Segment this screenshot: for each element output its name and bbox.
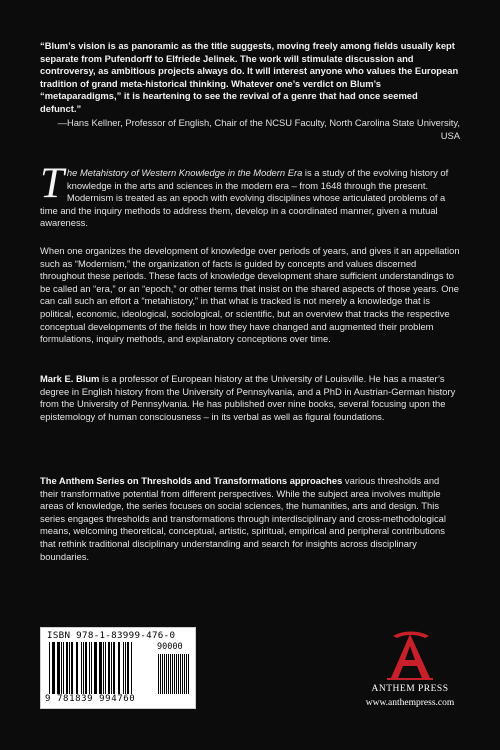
barcode-bar [113, 642, 115, 694]
author-name: Mark E. Blum [40, 373, 100, 384]
isbn-barcode [40, 627, 196, 709]
barcode-bar [61, 642, 62, 694]
addon-barcode-bars [157, 654, 191, 694]
barcode-bar [76, 642, 78, 694]
barcode-bar [170, 654, 171, 694]
barcode-bar [118, 642, 120, 694]
barcode-bar [131, 642, 132, 694]
barcode-bar [105, 642, 106, 694]
barcode-bar [57, 642, 60, 694]
book-title: he Metahistory of Western Knowledge in the Modern Era [66, 167, 303, 178]
review-attribution: —Hans Kellner, Professor of English, Chair of the NCSU Faculty, North Carolina State University, USA [57, 117, 460, 141]
barcode-bar [83, 642, 84, 694]
publisher-block [355, 628, 465, 713]
isbn-label: ISBN 978-1-83999-476-0 [47, 630, 176, 641]
author-bio [40, 373, 460, 423]
review-quote: “Blum’s vision is as panoramic as the title suggests, moving freely among fields usually kept separate from Pufendorff to Elfriede Jelinek. The work will stimulate discussion and controversy, as ambitious projects always do. It will interest anyone who values the European tradition of grand meta-historical thinking. Whatever one’s verdict on Blum’s “metaparadigms,” it is heartening to see the revival of a genre that had once seemed defunct.” [40, 40, 459, 114]
barcode-bar [66, 642, 68, 694]
drop-cap: T [40, 160, 64, 207]
author-bio-body: is a professor of European history at the University of Louisville. He has a master’s degree in English history from the University of Pennsylvania, and a PhD in Austrian-German history from the University of Pennsylvania. He has published over nine books, several focusing upon the epistemology of human consciousness – in its verbal as well as figural foundations. [40, 373, 456, 422]
barcode-bar [162, 654, 163, 694]
barcode-bar [127, 642, 129, 694]
barcode-bar [174, 654, 175, 694]
series-description [40, 475, 460, 563]
intro-paragraph [40, 160, 460, 230]
barcode-bar [125, 642, 126, 694]
metahistory-paragraph: When one organizes the development of knowledge over periods of years, and gives it an appellation such as “Modernism,” the organization of facts is guided by concepts and values discerned throughout these periods. These facts of knowledge development share sufficient understandings to be called an “era,” or an “epoch,” or other terms that insist on the shared aspects of those years. One can call such an effort a “metahistory,” in that what is tracked is not merely a knowledge that is political, economic, ideological, sociological, or scientific, but an overview that tracks the respective conceptual developments of the fields in how they have changed and augmented their problem formulations, inquiry methods, and explanatory conceptions over time. [40, 245, 460, 345]
barcode-bar [186, 654, 187, 694]
barcode-bar [166, 654, 167, 694]
barcode-bar [123, 642, 124, 694]
barcode-bar [178, 654, 179, 694]
barcode-bar [188, 654, 189, 694]
barcode-bar [184, 654, 185, 694]
barcode-number: 9 781839 994760 [45, 694, 136, 704]
barcode-bar [49, 642, 50, 694]
barcode-bar [160, 654, 161, 694]
anthem-logo-icon [373, 628, 447, 684]
barcode-bar [103, 642, 104, 694]
barcode-bar [176, 654, 177, 694]
publisher-name: ANTHEM PRESS [371, 684, 449, 694]
barcode-bar [85, 642, 87, 694]
barcode-bar [52, 642, 55, 694]
barcode-bar [69, 642, 70, 694]
series-body: various thresholds and their transformative potential from different perspectives. While the subject area involves multiple areas of knowledge, the series focuses on social sciences, the humanities, arts and design. This series engages thresholds and transformations through interdisciplinary and cross-methodological means, welcoming theoretical, conceptual, artistic, spiritual, empirical and peripheral contributions that rethink traditional disciplinary understanding and search for insights across disciplinary boundaries. [40, 475, 446, 562]
barcode-bar [91, 642, 92, 694]
barcode-bar [94, 642, 97, 694]
barcode-bar [81, 642, 82, 694]
barcode-bar [111, 642, 112, 694]
barcode-bar [63, 642, 64, 694]
barcode-bar [89, 642, 90, 694]
barcode-bar [164, 654, 165, 694]
barcode-bar [182, 654, 183, 694]
barcode-bar [99, 642, 102, 694]
barcode-bar [108, 642, 110, 694]
intro-body: is a study of the evolving history of knowledge in the arts and sciences in the modern era – from 1648 through the present. Modernism is treated as an epoch with evolving disciplines whose articulated problems of a time and the inquiry methods to address them, develop in a coordinated manner, given a mutual awareness. [40, 167, 449, 229]
barcode-bar [172, 654, 173, 694]
barcode-bars [41, 642, 153, 694]
publisher-website: www.anthempress.com [365, 698, 455, 708]
barcode-bar [158, 654, 159, 694]
price-code: 90000 [157, 642, 183, 652]
barcode-bar [168, 654, 169, 694]
barcode-bar [180, 654, 181, 694]
barcode-bar [71, 642, 73, 694]
series-name: The Anthem Series on Thresholds and Transformations approaches [40, 475, 343, 486]
